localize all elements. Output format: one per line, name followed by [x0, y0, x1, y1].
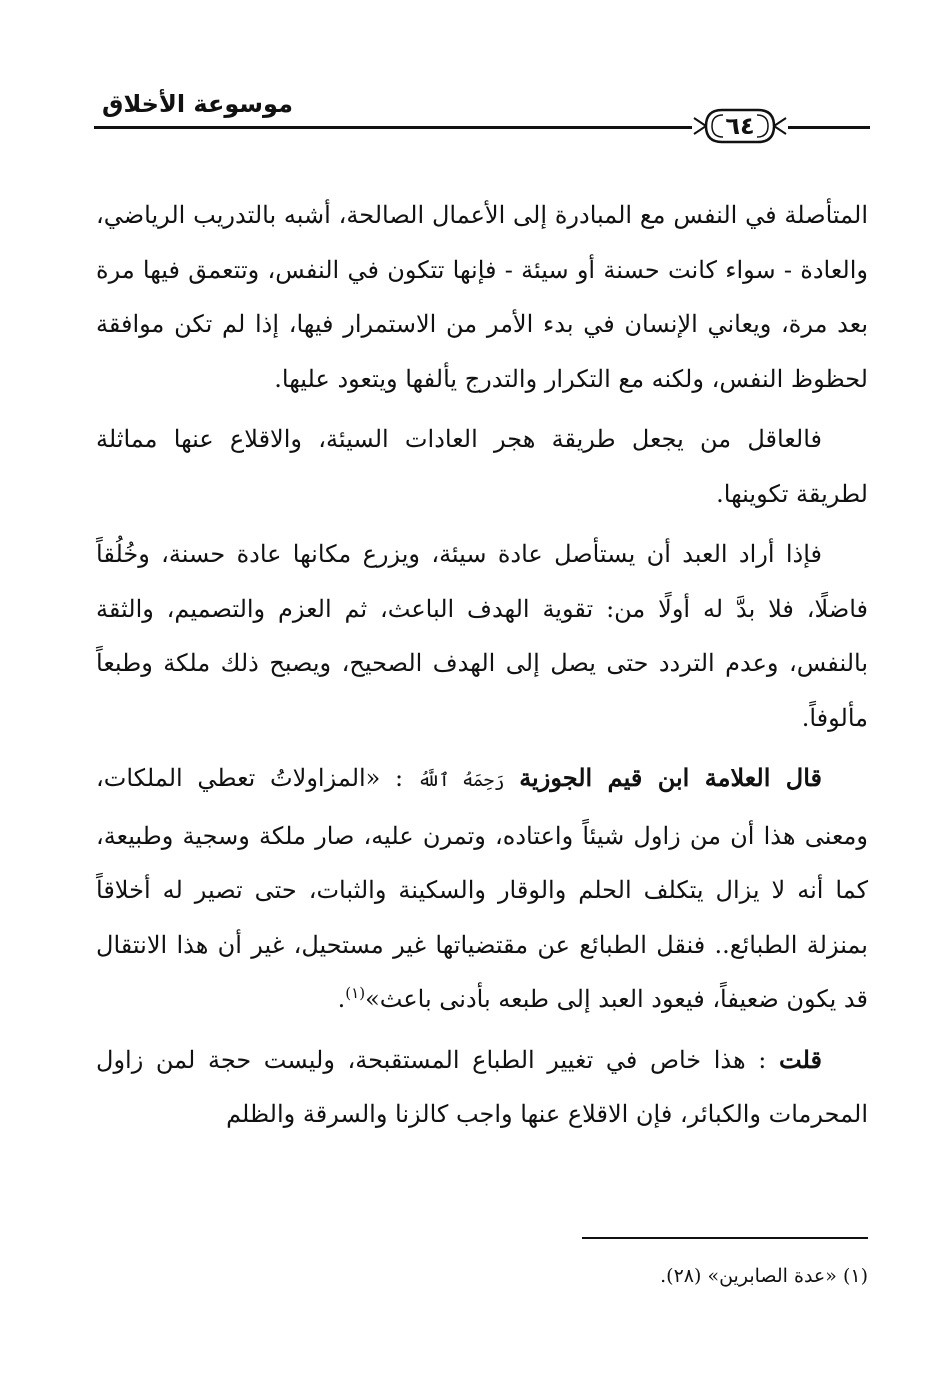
paragraph-text: : هذا خاص في تغيير الطباع المستقبحة، وليست حجة لمن زاول المحرمات والكبائر، فإن الاقلاع عنها واجب كالزنا والسرقة والظلم	[96, 1045, 868, 1128]
page-number: ٦٤	[725, 112, 755, 140]
page-header	[94, 80, 870, 160]
paragraph	[96, 1033, 868, 1142]
paragraph	[96, 527, 868, 745]
quotation-paragraph	[96, 751, 868, 1027]
paragraph	[96, 188, 868, 406]
quotation-tail: .	[337, 985, 346, 1013]
page-number-frame	[692, 104, 788, 148]
honorific-glyph: رَحِمَهُ ٱللَّهُ	[417, 770, 505, 791]
footnote-marker: (١)	[842, 1265, 868, 1287]
main-text	[96, 188, 868, 1148]
book-title: موسوعة الأخلاق	[102, 90, 293, 118]
footnote-text: «عدة الصابرين» (٢٨).	[660, 1265, 837, 1287]
footnote-reference[interactable]: (١)	[345, 984, 366, 1002]
footnote-rule	[582, 1237, 868, 1239]
paragraph-text: المتأصلة في النفس مع المبادرة إلى الأعمال الصالحة، أشبه بالتدريب الرياضي، والعادة - سواء كانت حسنة أو سيئة - فإنها تتكون في النفس، وتتعمق فيها مرة بعد مرة، ويعاني الإنسان في بدء الأمر من الاستمرار فيها، إذا لم تكن موافقة لحظوظ النفس، ولكنه مع التكرار والتدرج يألفها ويتعود عليها.	[96, 201, 869, 393]
paragraph	[96, 412, 868, 521]
quote-attribution: قال العلامة ابن قيم الجوزية	[519, 763, 823, 792]
footnote	[368, 1258, 868, 1294]
paragraph-text: فالعاقل من يجعل طريقة هجر العادات السيئة، والاقلاع عنها مماثلة لطريقة تكوينها.	[96, 425, 868, 508]
author-note-lead: قلت	[779, 1044, 822, 1074]
quotation-text: : «المزاولاتُ تعطي الملكات، ومعنى هذا أن من زاول شيئاً واعتاده، وتمرن عليه، صار ملكة وسجية وطبيعة، كما أنه لا يزال يتكلف الحلم والوقار والسكينة والثبات، حتى تصير له أخلاقاً بمنزلة الطبائع.. فنقل الطبائع عن مقتضياتها غير مستحيل، غير أن هذا الانتقال قد يكون ضعيفاً، فيعود العبد إلى طبعه بأدنى باعث»	[96, 764, 868, 1013]
paragraph-text: فإذا أراد العبد أن يستأصل عادة سيئة، ويزرع مكانها عادة حسنة، وخُلُقاً فاضلًا، فلا بدَّ له أولًا من: تقوية الهدف الباعث، ثم العزم والتصميم، والثقة بالنفس، وعدم التردد حتى يصل إلى الهدف الصحيح، ويصبح ذلك ملكة وطبعاً مألوفاً.	[96, 540, 868, 732]
